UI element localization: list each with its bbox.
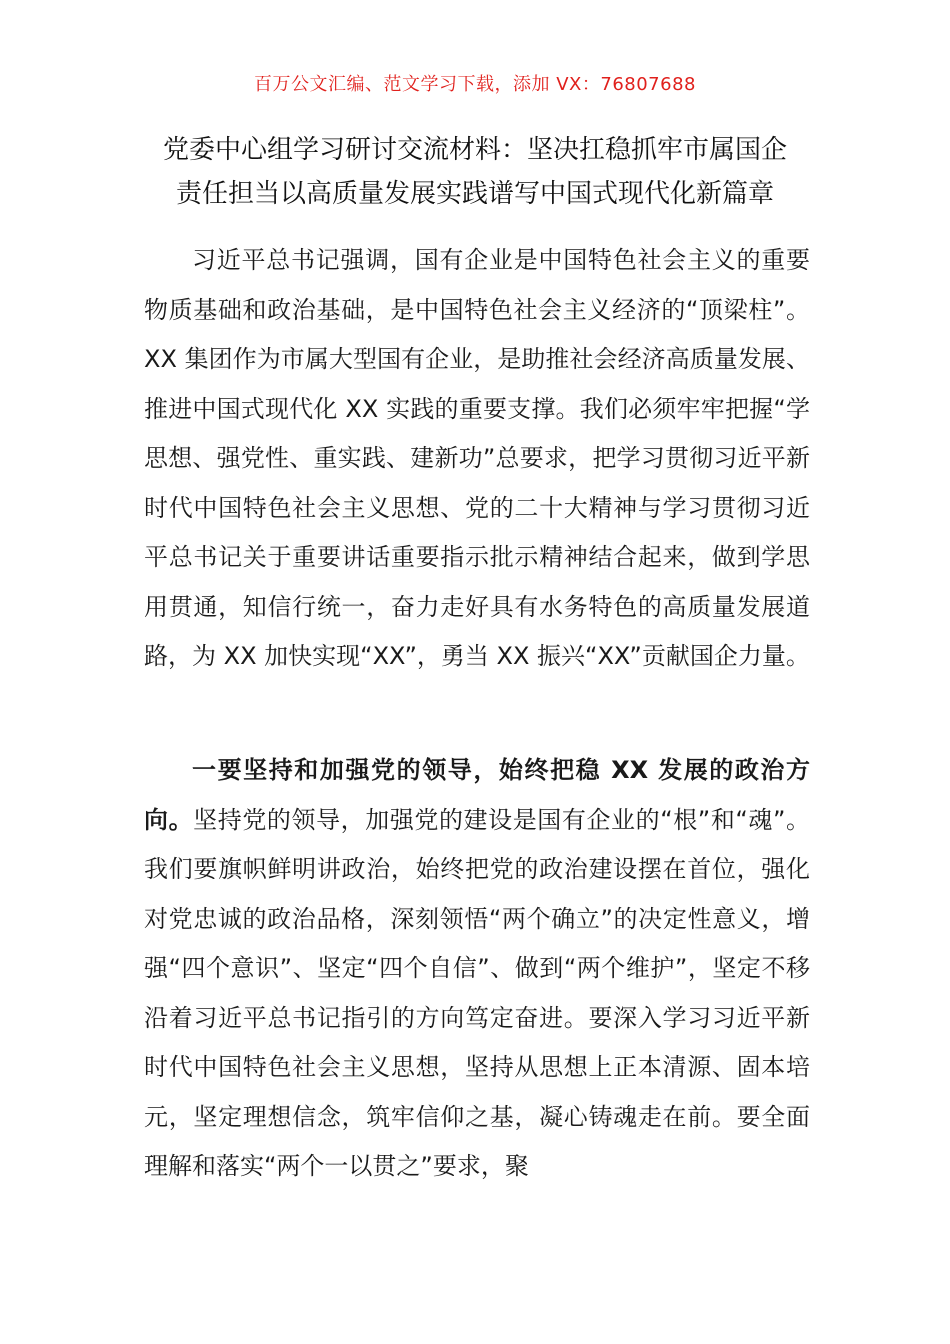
- document-title: [120, 128, 830, 216]
- paragraph-2-heading: 一要坚持和加强党的领导，始终把稳 XX 发展的政治方向。: [144, 756, 810, 834]
- promo-header-note: 百万公文汇编、范文学习下载，添加 VX：76807688: [254, 74, 696, 95]
- document-title-line-2: 责任担当以高质量发展实践谱写中国式现代化新篇章: [175, 179, 774, 209]
- body-paragraph-1: 习近平总书记强调，国有企业是中国特色社会主义的重要物质基础和政治基础，是中国特色社会主义经济的“顶梁柱”。XX 集团作为市属大型国有企业，是助推社会经济高质量发展、推进中国式现代化 XX 实践的重要支撑。我们必须牢牢把握“学思想、强党性、重实践、建新功”总要求，把学习贯彻习近平新时代中国特色社会主义思想、党的二十大精神与学习贯彻习近平总书记关于重要讲话重要指示批示精神结合起来，做到学思用贯通，知信行统一，奋力走好具有水务特色的高质量发展道路，为 XX 加快实现“XX”，勇当 XX 振兴“XX”贡献国企力量。: [144, 246, 810, 670]
- body-paragraph-2: [144, 746, 810, 1192]
- document-title-line-1: 党委中心组学习研讨交流材料：坚决扛稳抓牢市属国企: [162, 135, 787, 165]
- paragraph-2-text: 坚持党的领导，加强党的建设是国有企业的“根”和“魂”。我们要旗帜鲜明讲政治，始终把党的政治建设摆在首位，强化对党忠诚的政治品格，深刻领悟“两个确立”的决定性意义，增强“四个意识”、坚定“四个自信”、做到“两个维护”，坚定不移沿着习近平总书记指引的方向笃定奋进。要深入学习习近平新时代中国特色社会主义思想，坚持从思想上正本清源、固本培元，坚定理想信念，筑牢信仰之基，凝心铸魂走在前。要全面理解和落实“两个一以贯之”要求，聚: [144, 805, 811, 1180]
